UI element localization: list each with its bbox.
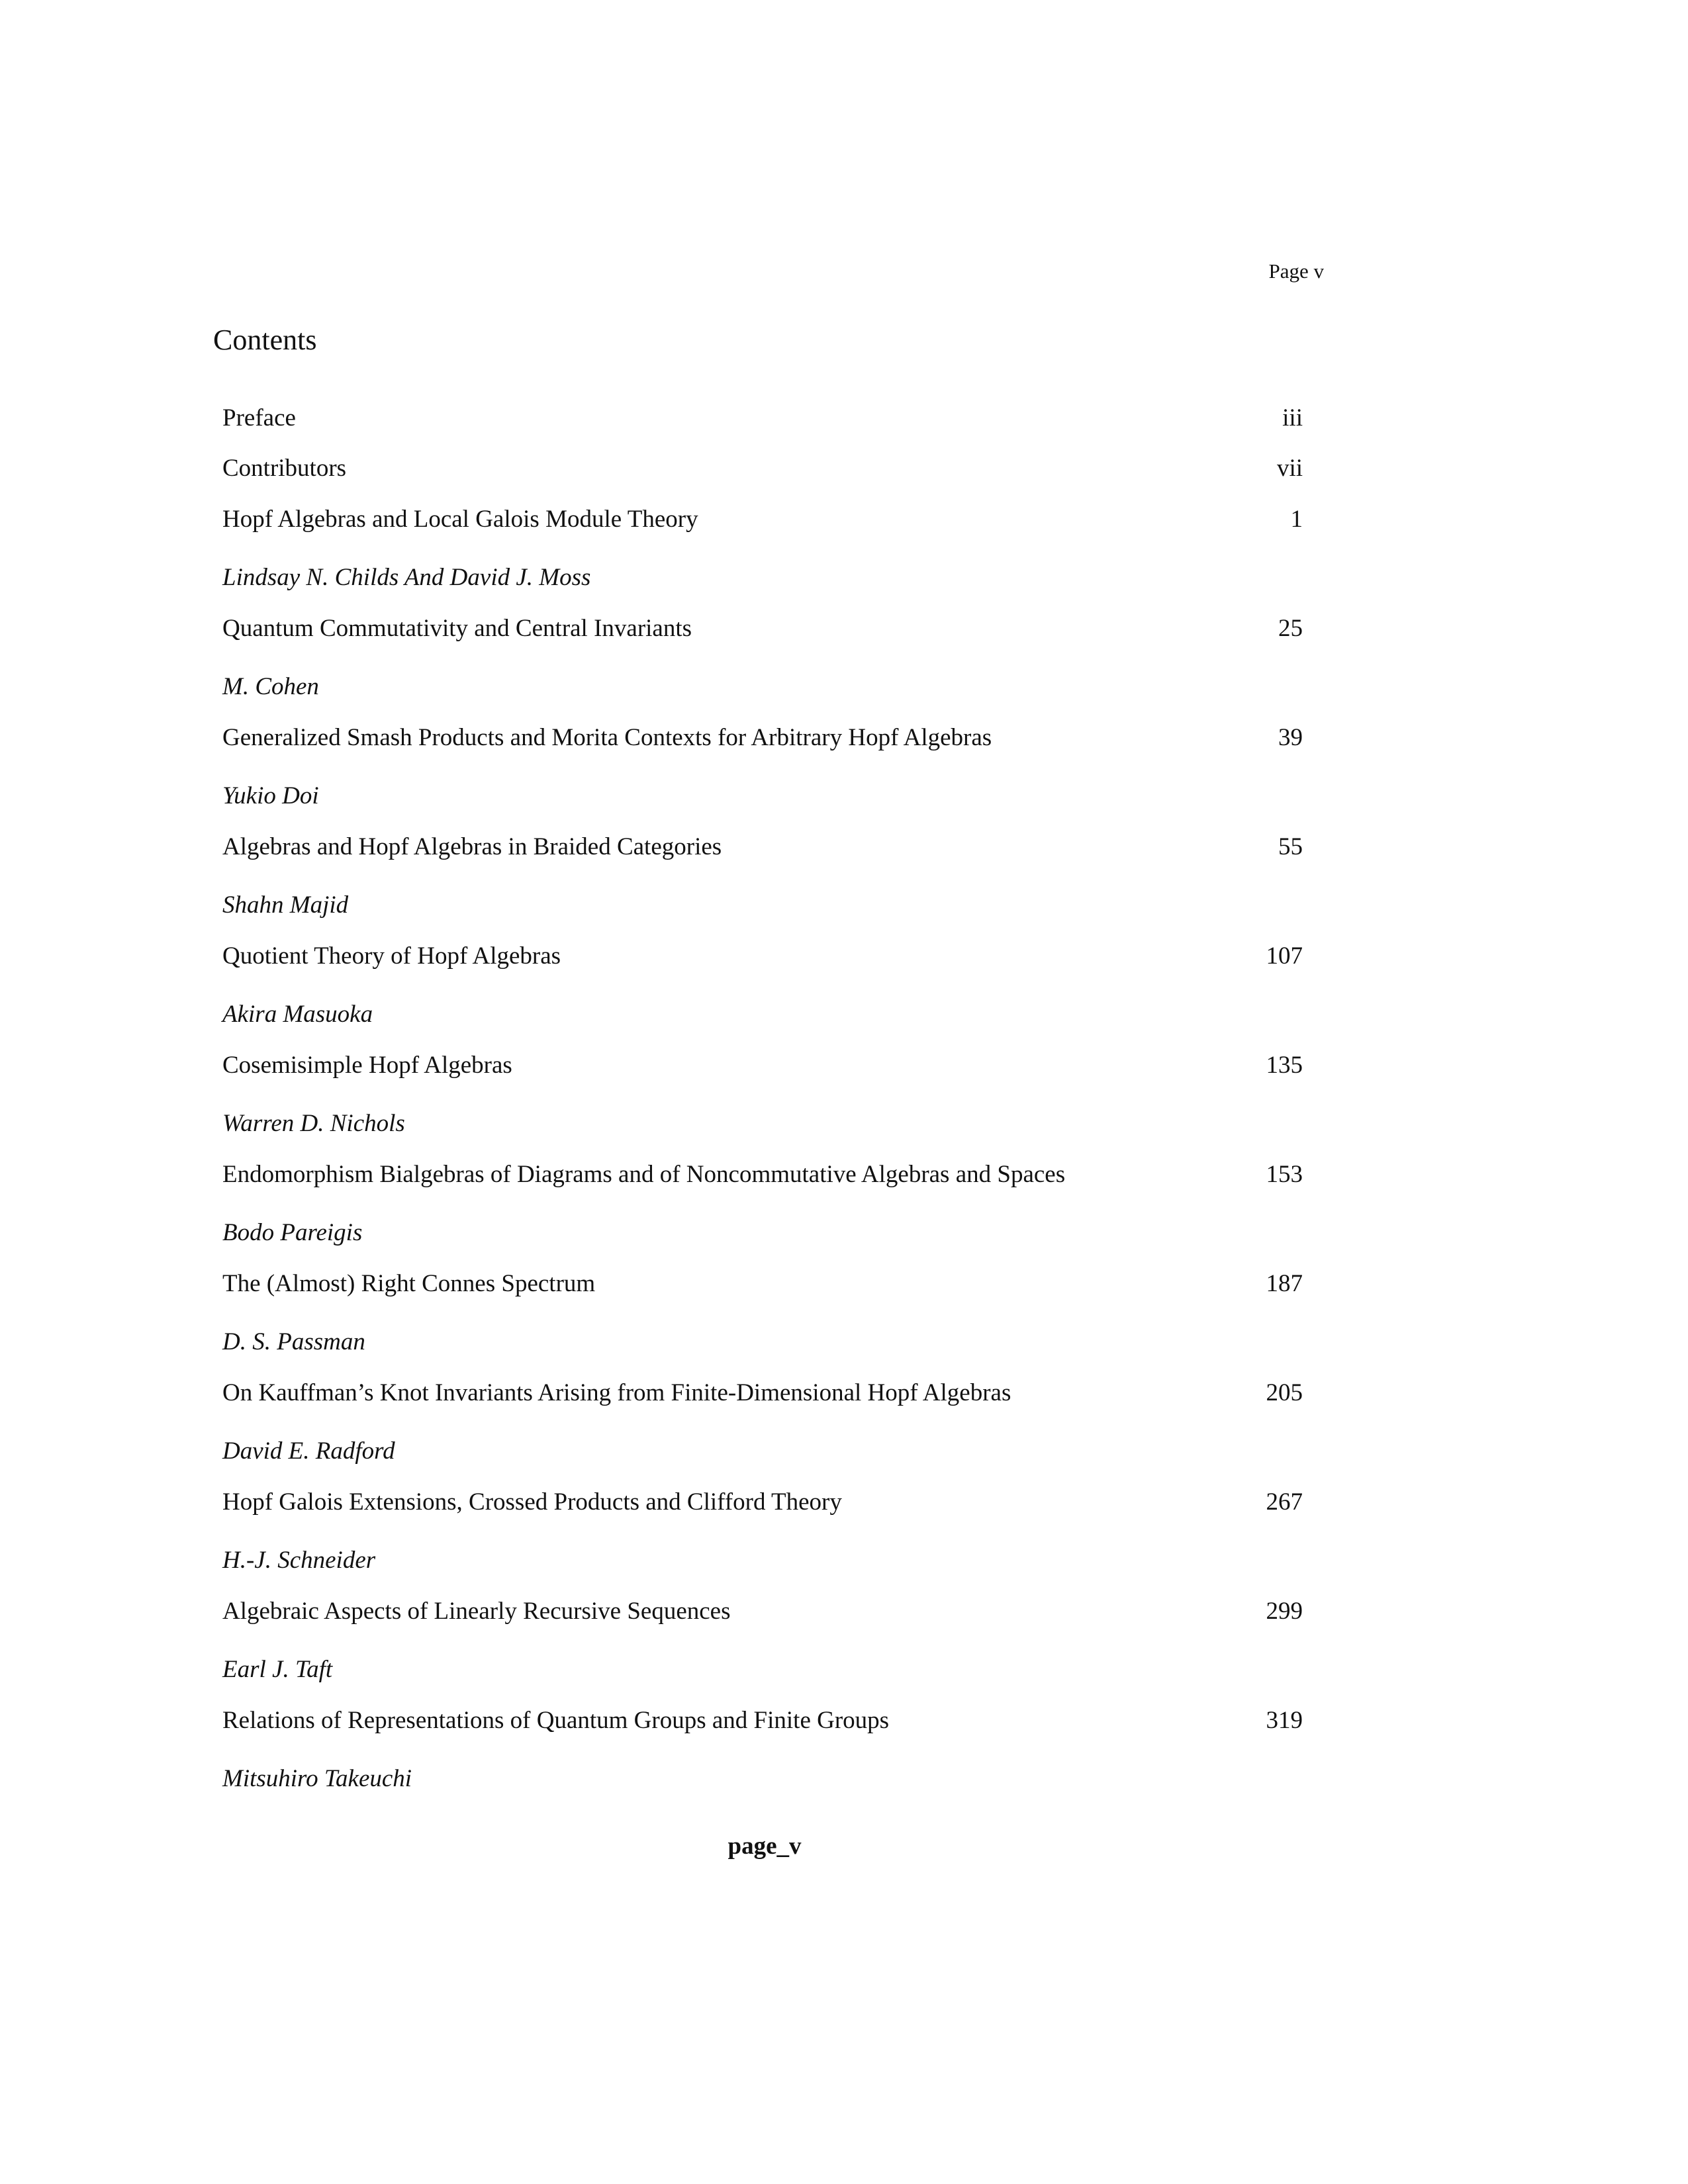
toc-entry-title: Cosemisimple Hopf Algebras bbox=[222, 1052, 512, 1079]
toc-entry-title: Algebras and Hopf Algebras in Braided Categories bbox=[222, 833, 722, 860]
toc-entry-author: David E. Radford bbox=[222, 1437, 395, 1465]
toc-entry-page: 107 bbox=[1266, 942, 1303, 970]
toc-entry-page: 135 bbox=[1266, 1052, 1303, 1079]
toc-entry-article[interactable] bbox=[222, 1264, 1303, 1304]
toc-entry-author: Yukio Doi bbox=[222, 782, 319, 809]
toc-entry-article[interactable] bbox=[222, 1046, 1303, 1085]
page-footer-label: page_v bbox=[727, 1833, 802, 1860]
toc-entry-author: Mitsuhiro Takeuchi bbox=[222, 1765, 412, 1792]
toc-entry-page: vii bbox=[1276, 455, 1303, 482]
toc-entry-title: Generalized Smash Products and Morita Contexts for Arbitrary Hopf Algebras bbox=[222, 724, 992, 751]
toc-entry-title: The (Almost) Right Connes Spectrum bbox=[222, 1270, 596, 1297]
toc-entry-author: Shahn Majid bbox=[222, 891, 349, 919]
toc-entry-page: 153 bbox=[1266, 1161, 1303, 1188]
toc-entry-title: Hopf Algebras and Local Galois Module Theory bbox=[222, 506, 698, 533]
toc-entry-author: D. S. Passman bbox=[222, 1328, 365, 1355]
toc-entry-page: 55 bbox=[1278, 833, 1303, 860]
page-label: Page v bbox=[1268, 259, 1324, 283]
toc-entry-title: Quotient Theory of Hopf Algebras bbox=[222, 942, 561, 970]
toc-entry-author: Lindsay N. Childs And David J. Moss bbox=[222, 564, 591, 591]
contents-heading: Contents bbox=[213, 324, 317, 356]
toc-entry-page: 299 bbox=[1266, 1598, 1303, 1625]
toc-entry-page: iii bbox=[1282, 404, 1303, 432]
toc-entry-article[interactable] bbox=[222, 827, 1303, 867]
toc-entry-article[interactable] bbox=[222, 500, 1303, 539]
toc-entry-page: 187 bbox=[1266, 1270, 1303, 1297]
toc-entry-author: Earl J. Taft bbox=[222, 1656, 333, 1683]
toc-entry-title: Relations of Representations of Quantum Groups and Finite Groups bbox=[222, 1707, 890, 1734]
toc-entry-title: Algebraic Aspects of Linearly Recursive Sequences bbox=[222, 1598, 731, 1625]
toc-entry-article[interactable] bbox=[222, 1373, 1303, 1413]
toc-entry-article[interactable] bbox=[222, 1155, 1303, 1195]
toc-entry-article[interactable] bbox=[222, 718, 1303, 758]
toc-entry-article[interactable] bbox=[222, 1592, 1303, 1631]
toc-entry-author: Bodo Pareigis bbox=[222, 1219, 363, 1246]
toc-entry-preface[interactable] bbox=[222, 398, 1303, 438]
toc-entry-page: 39 bbox=[1278, 724, 1303, 751]
toc-entry-article[interactable] bbox=[222, 936, 1303, 976]
toc-entry-page: 205 bbox=[1266, 1379, 1303, 1406]
toc-entry-title: Quantum Commutativity and Central Invariants bbox=[222, 615, 692, 642]
toc-entry-page: 25 bbox=[1278, 615, 1303, 642]
toc-entry-title: Contributors bbox=[222, 455, 347, 482]
toc-entry-article[interactable] bbox=[222, 1701, 1303, 1741]
toc-entry-title: On Kauffman’s Knot Invariants Arising from Finite-Dimensional Hopf Algebras bbox=[222, 1379, 1011, 1406]
toc-entry-author: Akira Masuoka bbox=[222, 1001, 373, 1028]
toc-entry-page: 267 bbox=[1266, 1488, 1303, 1516]
toc-entry-title: Endomorphism Bialgebras of Diagrams and of Noncommutative Algebras and Spaces bbox=[222, 1161, 1066, 1188]
toc-entry-author: Warren D. Nichols bbox=[222, 1110, 405, 1137]
toc-entry-article[interactable] bbox=[222, 1482, 1303, 1522]
toc-entry-author: M. Cohen bbox=[222, 673, 319, 700]
toc-entry-contributors[interactable] bbox=[222, 449, 1303, 488]
toc-entry-page: 1 bbox=[1290, 506, 1303, 533]
toc-entry-page: 319 bbox=[1266, 1707, 1303, 1734]
toc-entry-title: Hopf Galois Extensions, Crossed Products and Clifford Theory bbox=[222, 1488, 842, 1516]
toc-entry-article[interactable] bbox=[222, 609, 1303, 649]
toc-entry-author: H.-J. Schneider bbox=[222, 1547, 376, 1574]
toc-entry-title: Preface bbox=[222, 404, 296, 432]
